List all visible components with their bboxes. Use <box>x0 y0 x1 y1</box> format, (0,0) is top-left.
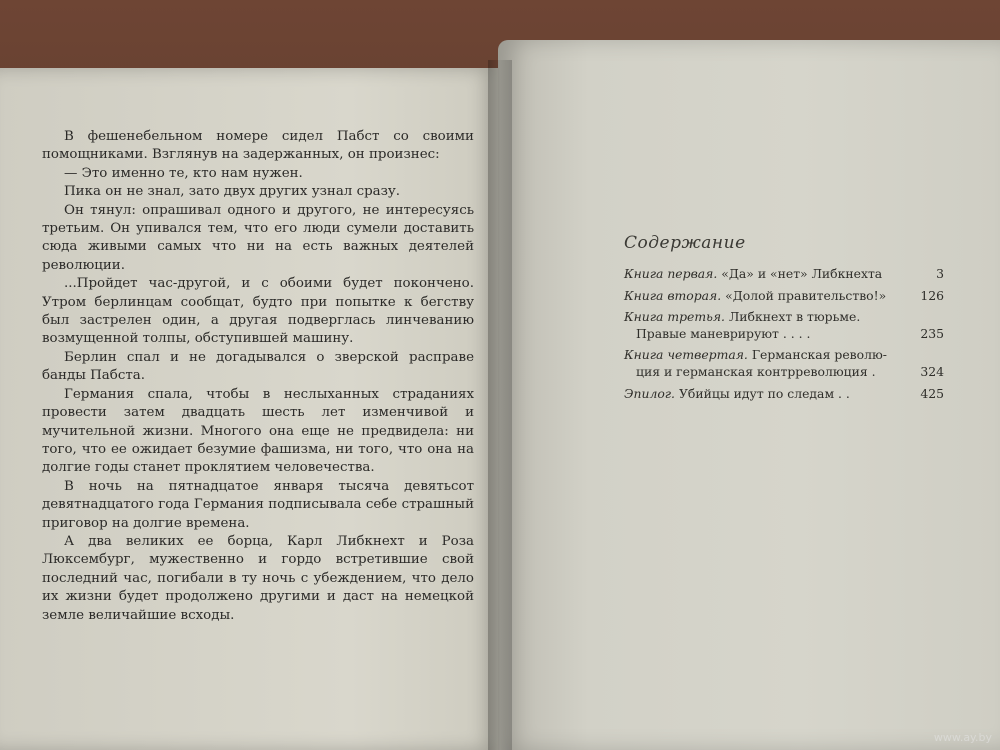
paragraph: Он тянул: опрашивал одного и другого, не интересуясь третьим. Он упивался тем, что его люди сумели доставить сюда живыми самых что ни на есть важных деятелей революции. <box>42 202 474 273</box>
toc-entry-title-continued: ция и германская контрреволюция . <box>636 363 876 379</box>
paragraph: А два великих ее борца, Карл Либкнехт и Роза Люксембург, мужественно и гордо встретившие свой последний час, погибали в ту ночь с убеждением, что дело их жизни будет продолжено другими и даст на немецкой земле величайшие всходы. <box>42 533 474 623</box>
toc-entry-title: «Да» и «нет» Либкнехта <box>721 266 883 281</box>
toc-book-label: Книга первая. <box>624 266 718 281</box>
toc-entry <box>624 309 944 342</box>
toc-entry-title: «Долой правительство!» <box>725 287 887 303</box>
toc-entry-title: Германская револю- <box>751 347 887 363</box>
toc-entry <box>624 266 944 283</box>
paragraph: ...Пройдет час-другой, и с обоими будет покончено. Утром берлинцам сообщат, будто при попытке к бегству был застрелен один, а другая подверглась линчеванию возмущенной толпы, обступившей машину. <box>42 276 474 347</box>
toc-page-number: 126 <box>920 287 944 303</box>
toc-page-number: 3 <box>936 266 944 281</box>
watermark: www.ay.by <box>933 731 992 744</box>
toc-title: Содержание <box>624 233 746 253</box>
toc-entry-title: Либкнехт в тюрьме. <box>728 309 861 325</box>
toc-book-label: Книга четвертая. <box>624 347 748 363</box>
paragraph: В ночь на пятнадцатое января тысяча девятьсот девятнадцатого года Германия подписывала себе страшный приговор на долгие времена. <box>42 478 474 531</box>
paragraph: Пика он не знал, зато двух других узнал сразу. <box>64 184 401 200</box>
book-gutter <box>488 60 512 750</box>
left-page-text <box>42 128 474 625</box>
toc-page-number: 235 <box>920 325 944 341</box>
toc-page-number: 425 <box>920 385 944 401</box>
toc-book-label: Книга третья. <box>624 309 725 325</box>
toc-book-label: Эпилог. <box>624 385 675 401</box>
toc-entry <box>624 386 944 403</box>
paragraph: В фешенебельном номере сидел Пабст со своими помощниками. Взглянув на задержанных, он произнес: <box>42 129 474 163</box>
paragraph: Германия спала, чтобы в неслыханных страданиях провести затем двадцать шесть лет изменчивой и мучительной жизни. Многого она еще не предвидела: ни того, что ее ожидает безумие фашизма, ни того, что она на долгие годы станет проклятием человечества. <box>42 386 474 476</box>
toc-page-number: 324 <box>920 363 944 379</box>
table-of-contents <box>624 266 944 407</box>
toc-entry <box>624 288 944 305</box>
paragraph: Берлин спал и не догадывался о зверской расправе банды Пабста. <box>42 349 474 384</box>
toc-book-label: Книга вторая. <box>624 287 722 303</box>
paragraph: — Это именно те, кто нам нужен. <box>64 165 303 181</box>
toc-entry <box>624 347 944 380</box>
toc-entry-title-continued: Правые маневрируют . . . . <box>636 325 811 341</box>
toc-entry-title: Убийцы идут по следам . . <box>678 385 850 401</box>
